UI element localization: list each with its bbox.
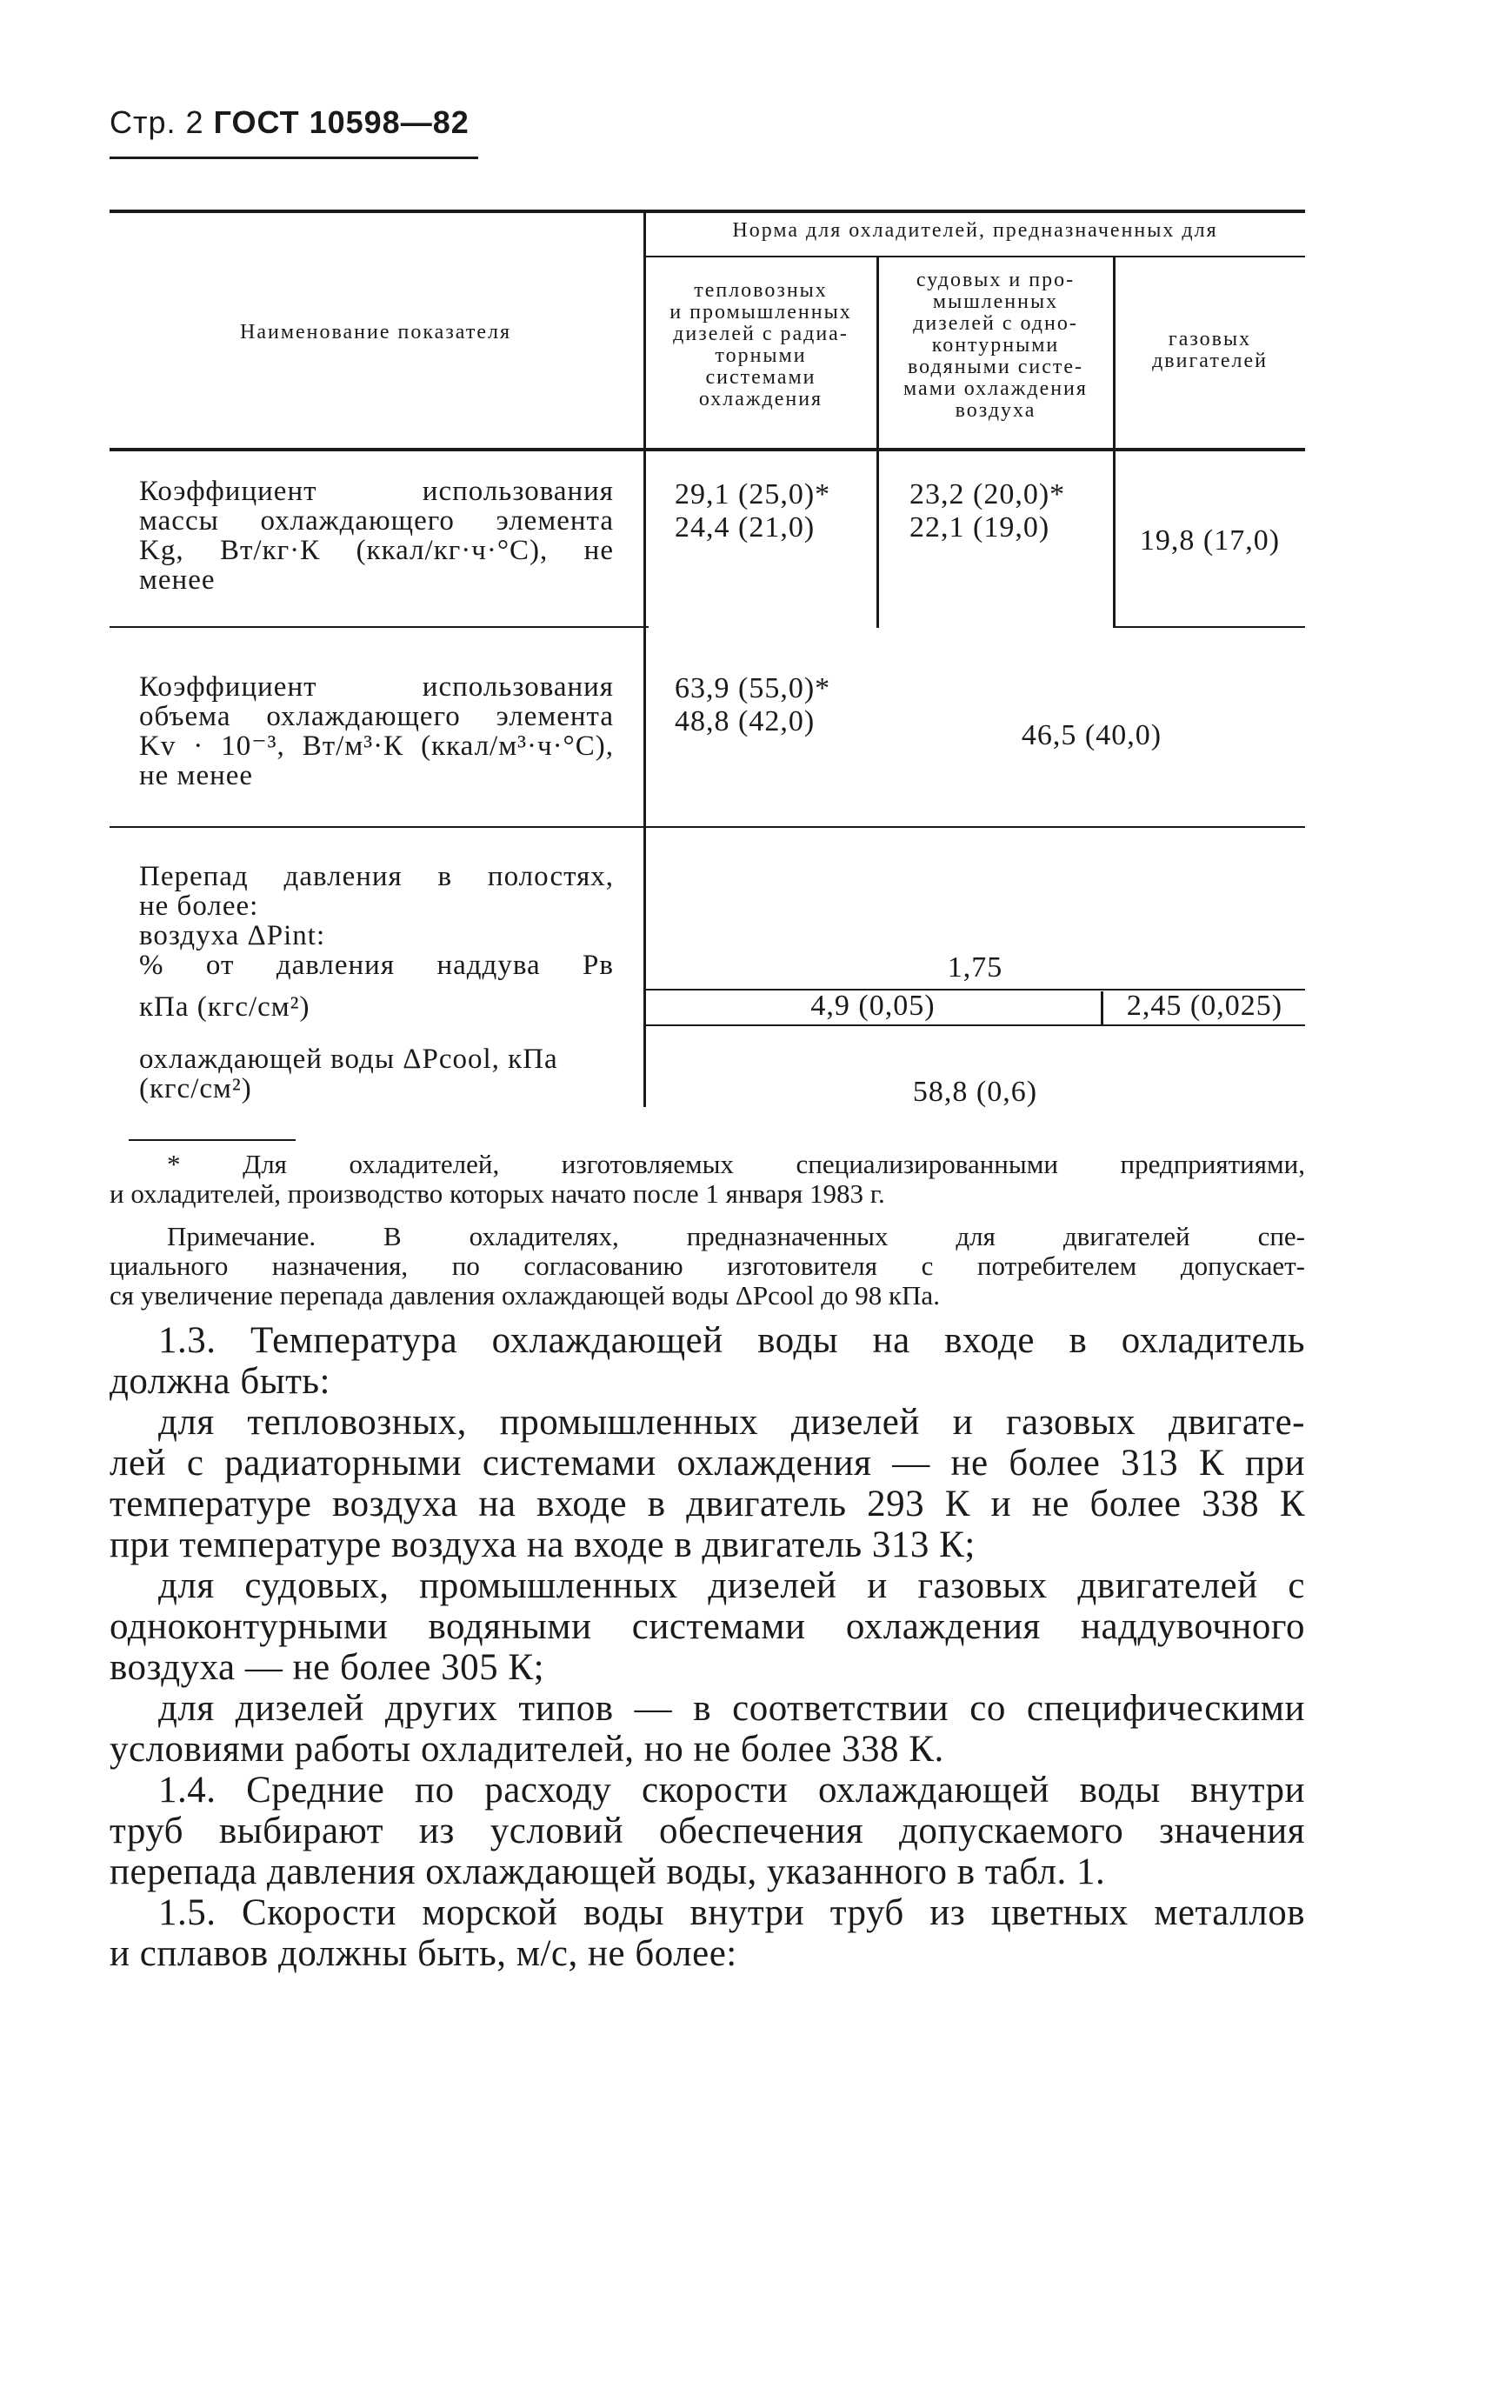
row4-value-col12: 4,9 (0,05) (810, 990, 936, 1022)
row1-rule-right (1115, 626, 1305, 628)
row5-value: 58,8 (0,6) (912, 1076, 1038, 1108)
paragraph-1-3: 1.3. Температура охлаждающей воды на входе в охладитель должна быть: (110, 1320, 1305, 1402)
page-header (110, 104, 470, 141)
col3-divider (1113, 256, 1116, 628)
subheader-locomotive: тепловозных и промышленных дизелей с радиа- торными системами охлаждения (669, 279, 852, 410)
row4-value-col3: 2,45 (0,025) (1126, 990, 1283, 1022)
paragraph-1-4: 1.4. Средние по расходу скорости охлаждающей воды внутри труб выбирают из условий обеспечения допускаемого значения перепада давления охлаждающей воды, указанного в табл. 1. (110, 1770, 1305, 1892)
footnote-rule (129, 1139, 296, 1141)
subheader-rule (645, 256, 1305, 257)
subheader-marine: судовых и про- мышленных дизелей с одно- контурными водяными систе- мами охлаждения воздуха (903, 269, 1088, 422)
page-number: Стр. 2 (110, 104, 204, 140)
row3-value: 1,75 (947, 951, 1003, 984)
paragraph-1-5: 1.5. Скорости морской воды внутри труб из цветных металлов и сплавов должны быть, м/с, не более: (110, 1892, 1305, 1974)
row1-value-col2: 23,2 (20,0)* 22,1 (19,0) (909, 478, 1066, 544)
row2-value-col23: 46,5 (40,0) (1021, 719, 1162, 751)
row-kpa-name: кПа (кгс/см²) (139, 991, 310, 1023)
header-bottom-rule (110, 448, 1305, 451)
paragraph-locomotive: для тепловозных, промышленных дизелей и газовых двигате- лей с радиаторными системами охлаждения — не более 313 К при температуре воздуха на входе в двигатель 293 К и не более 338 К при температуре воздуха на входе в двигатель 313 К; (110, 1402, 1305, 1565)
row1-value-col1: 29,1 (25,0)* 24,4 (21,0) (675, 478, 831, 544)
row4-rule (645, 1024, 1305, 1026)
row-pressure-drop-name: Перепад давления в полостях, не более: воздуха ΔPint: % от давления наддува Pв (139, 861, 614, 981)
standard-code: ГОСТ 10598—82 (213, 104, 470, 140)
row2-rule (110, 826, 1305, 828)
paragraph-marine: для судовых, промышленных дизелей и газовых двигателей с одноконтурными водяными системами охлаждения наддувочного воздуха — не более 305 К; (110, 1565, 1305, 1688)
norm-header: Норма для охладителей, предназначенных для (732, 219, 1218, 242)
col2-divider-row1 (876, 450, 879, 628)
note: Примечание. В охладителях, предназначенных для двигателей спе- циального назначения, по согласованию изготовителя с потребителем допускает- ся увеличение перепада давления охлаждающей воды ΔPcool до 98 кПа. (110, 1221, 1305, 1311)
col3-divider-kpa (1101, 991, 1103, 1024)
row1-value-col3: 19,8 (17,0) (1139, 524, 1281, 557)
col-name-header: Наименование показателя (240, 321, 511, 344)
subheader-gas: газовых двигателей (1152, 328, 1268, 372)
footnote: * Для охладителей, изготовляемых специализированными предприятиями, и охладителей, производство которых начато после 1 января 1983 г. (110, 1149, 1305, 1209)
row1-rule-left (110, 626, 649, 628)
body-text (110, 1320, 1305, 1974)
paragraph-other-diesels: для дизелей других типов — в соответствии со специфическими условиями работы охладителей, но не более 338 К. (110, 1688, 1305, 1770)
table-top-rule (110, 210, 1305, 213)
row-mass-coefficient-name: Коэффициент использования массы охлаждающего элемента Kg, Вт/кг·К (ккал/кг·ч·°С), не менее (139, 476, 614, 596)
row-volume-coefficient-name: Коэффициент использования объема охлаждающего элемента Kv · 10⁻³, Вт/м³·К (ккал/м³·ч·°С), не менее (139, 671, 614, 791)
row2-value-col1: 63,9 (55,0)* 48,8 (42,0) (675, 672, 831, 737)
header-underline (110, 157, 478, 159)
row-cooling-water-name: охлаждающей воды ΔPcool, кПа (кгс/см²) (139, 1044, 558, 1104)
